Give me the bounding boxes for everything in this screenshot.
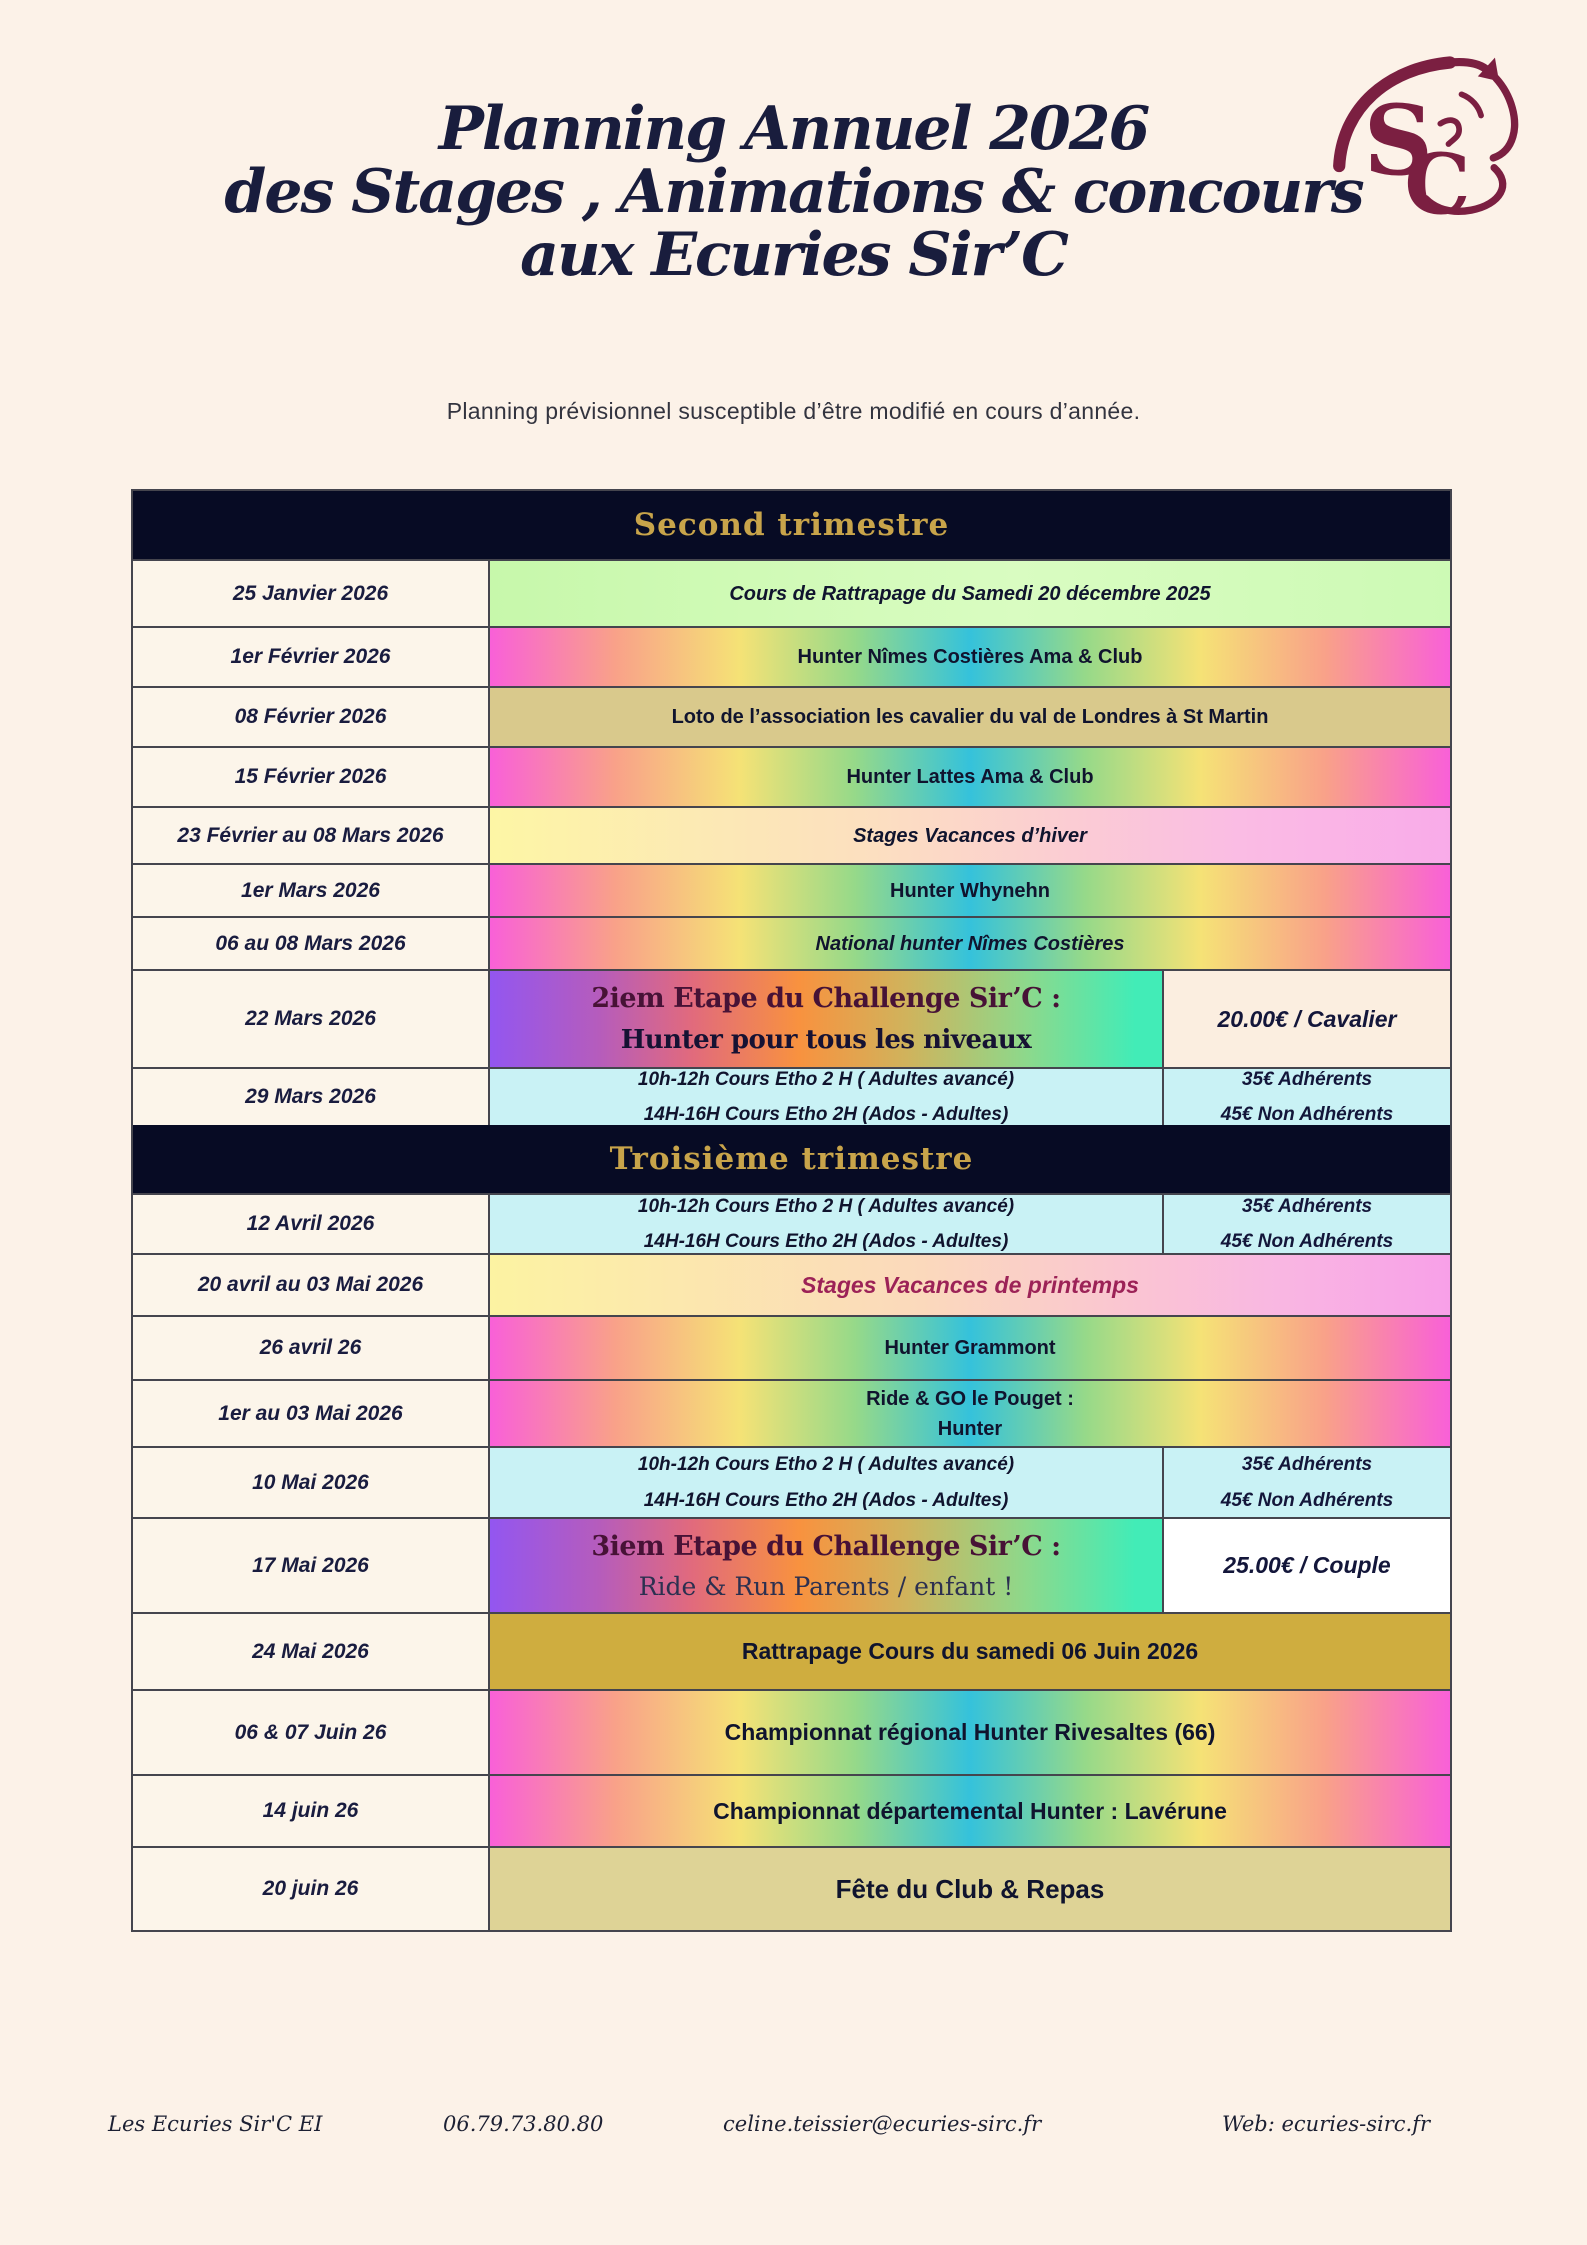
date-label: 22 Mars 2026 <box>245 1007 376 1030</box>
event-cell <box>490 1691 1450 1774</box>
event-cell <box>490 1069 1162 1125</box>
table-row <box>133 1193 1450 1253</box>
table-row <box>133 1846 1450 1930</box>
section-header <box>133 1125 1450 1193</box>
date-cell <box>133 1614 490 1689</box>
date-cell <box>133 1448 490 1517</box>
event-cell <box>490 1848 1450 1930</box>
event-cell <box>490 1614 1450 1689</box>
planning-table <box>131 489 1452 1932</box>
date-label: 20 avril au 03 Mai 2026 <box>197 1273 424 1296</box>
event-text: Cours de Rattrapage du Samedi 20 décembre 2025 <box>729 582 1211 605</box>
price-text: 35€ Adhérents <box>1241 1195 1373 1217</box>
title-line-1: Planning Annuel 2026 <box>438 94 1149 164</box>
date-label: 1er au 03 Mai 2026 <box>218 1401 403 1425</box>
table-row <box>133 863 1450 916</box>
price-text: 35€ Adhérents <box>1241 1068 1373 1090</box>
date-cell <box>133 748 490 806</box>
table-row <box>133 1253 1450 1315</box>
event-text: 2iem Etape du Challenge Sir’C : <box>591 982 1061 1014</box>
price-text: 20.00€ / Cavalier <box>1217 1005 1397 1032</box>
price-cell <box>1162 1448 1450 1517</box>
footer-phone: 06.79.73.80.80 <box>443 2112 604 2136</box>
event-text: Championnat départemental Hunter : Lavérune <box>713 1797 1227 1824</box>
date-cell <box>133 971 490 1067</box>
price-text: 45€ Non Adhérents <box>1220 1489 1394 1511</box>
date-cell <box>133 1255 490 1315</box>
footer-email: celine.teissier@ecuries-sirc.fr <box>723 2112 1042 2136</box>
page-title <box>0 94 1587 290</box>
date-label: 20 juin 26 <box>262 1877 359 1900</box>
date-label: 06 & 07 Juin 26 <box>234 1720 387 1744</box>
date-cell <box>133 918 490 969</box>
table-row <box>133 806 1450 863</box>
event-text: 3iem Etape du Challenge Sir’C : <box>591 1530 1061 1562</box>
date-label: 29 Mars 2026 <box>245 1085 376 1108</box>
table-row <box>133 1689 1450 1774</box>
date-label: 06 au 08 Mars 2026 <box>215 931 406 955</box>
date-cell <box>133 1195 490 1253</box>
table-row <box>133 1379 1450 1446</box>
event-cell <box>490 1195 1162 1253</box>
date-label: 24 Mai 2026 <box>252 1639 369 1663</box>
date-cell <box>133 1381 490 1446</box>
event-cell <box>490 688 1450 746</box>
date-label: 25 Janvier 2026 <box>232 581 389 605</box>
price-cell <box>1162 1195 1450 1253</box>
event-cell <box>490 971 1162 1067</box>
event-text: Ride & GO le Pouget : <box>866 1387 1074 1410</box>
event-text: Loto de l’association les cavalier du val de Londres à St Martin <box>671 706 1269 728</box>
table-row <box>133 969 1450 1067</box>
table-row <box>133 626 1450 686</box>
event-cell <box>490 865 1450 916</box>
event-cell <box>490 1519 1162 1612</box>
event-cell <box>490 628 1450 686</box>
date-label: 26 avril 26 <box>259 1336 362 1359</box>
event-text: Hunter Grammont <box>884 1337 1056 1359</box>
event-cell <box>490 1776 1450 1846</box>
event-text: Rattrapage Cours du samedi 06 Juin 2026 <box>741 1638 1199 1665</box>
date-cell <box>133 865 490 916</box>
table-row <box>133 686 1450 746</box>
date-label: 1er Mars 2026 <box>241 878 380 902</box>
date-label: 1er Février 2026 <box>230 645 391 668</box>
section-title: Troisième trimestre <box>609 1141 974 1177</box>
price-cell <box>1162 1069 1450 1125</box>
date-label: 14 juin 26 <box>262 1799 359 1822</box>
event-text: Hunter <box>937 1417 1003 1440</box>
date-label: 10 Mai 2026 <box>252 1470 369 1494</box>
logo-letter-s: S <box>1363 84 1434 198</box>
event-text: Hunter pour tous les niveaux <box>620 1024 1032 1055</box>
event-text: Hunter Whynehn <box>890 879 1050 902</box>
table-row <box>133 1612 1450 1689</box>
table-row <box>133 746 1450 806</box>
logo-letter-c: C <box>1404 135 1471 234</box>
event-text: Hunter Nîmes Costières Ama & Club <box>797 646 1143 668</box>
footer-company: Les Ecuries Sir'C EI <box>108 2112 323 2136</box>
event-text: National hunter Nîmes Costières <box>815 932 1125 955</box>
date-cell <box>133 688 490 746</box>
event-cell <box>490 1381 1450 1446</box>
price-cell <box>1162 971 1450 1067</box>
event-text: Stages Vacances de printemps <box>801 1271 1139 1298</box>
event-cell <box>490 1255 1450 1315</box>
event-text: 14H-16H Cours Etho 2H (Ados - Adultes) <box>643 1489 1009 1511</box>
table-row <box>133 1517 1450 1612</box>
event-text: Stages Vacances d’hiver <box>853 824 1087 847</box>
event-cell <box>490 1448 1162 1517</box>
disclaimer-text: Planning prévisionnel susceptible d’être modifié en cours d’année. <box>446 398 1141 424</box>
section-title: Second trimestre <box>633 507 950 543</box>
section-header <box>133 491 1450 559</box>
date-cell <box>133 1691 490 1774</box>
event-text: Ride & Run Parents / enfant ! <box>638 1571 1014 1601</box>
date-cell <box>133 1848 490 1930</box>
title-line-2: des Stages , Animations & concours <box>224 157 1363 227</box>
table-row <box>133 1774 1450 1846</box>
table-row <box>133 1067 1450 1125</box>
date-cell <box>133 1317 490 1379</box>
date-cell <box>133 561 490 626</box>
price-text: 35€ Adhérents <box>1241 1454 1373 1476</box>
date-label: 12 Avril 2026 <box>246 1212 375 1235</box>
event-text: 14H-16H Cours Etho 2H (Ados - Adultes) <box>643 1231 1009 1252</box>
price-text: 25.00€ / Couple <box>1223 1552 1391 1579</box>
event-text: 10h-12h Cours Etho 2 H ( Adultes avancé) <box>637 1068 1015 1090</box>
date-cell <box>133 1519 490 1612</box>
price-cell <box>1162 1519 1450 1612</box>
event-cell <box>490 1317 1450 1379</box>
date-cell <box>133 1776 490 1846</box>
price-text: 45€ Non Adhérents <box>1220 1231 1394 1252</box>
event-cell <box>490 918 1450 969</box>
date-label: 23 Février au 08 Mars 2026 <box>177 823 444 847</box>
date-cell <box>133 1069 490 1125</box>
date-label: 08 Février 2026 <box>234 705 387 728</box>
footer-website: Web: ecuries-sirc.fr <box>1222 2112 1431 2136</box>
table-row <box>133 916 1450 969</box>
event-cell <box>490 748 1450 806</box>
date-label: 17 Mai 2026 <box>252 1553 369 1577</box>
date-cell <box>133 808 490 863</box>
date-label: 15 Février 2026 <box>234 765 387 788</box>
title-line-3: aux Ecuries Sir’C <box>520 220 1067 290</box>
event-text: Hunter Lattes Ama & Club <box>846 766 1094 788</box>
event-text: 10h-12h Cours Etho 2 H ( Adultes avancé) <box>637 1454 1015 1476</box>
event-cell <box>490 561 1450 626</box>
date-cell <box>133 628 490 686</box>
event-text: 14H-16H Cours Etho 2H (Ados - Adultes) <box>643 1104 1009 1125</box>
event-text: Fête du Club & Repas <box>835 1873 1105 1904</box>
event-text: 10h-12h Cours Etho 2 H ( Adultes avancé) <box>637 1195 1015 1217</box>
event-text: Championnat régional Hunter Rivesaltes (66) <box>724 1719 1216 1746</box>
event-cell <box>490 808 1450 863</box>
table-row <box>133 559 1450 626</box>
price-text: 45€ Non Adhérents <box>1220 1104 1394 1125</box>
table-row <box>133 1315 1450 1379</box>
table-row <box>133 1446 1450 1517</box>
